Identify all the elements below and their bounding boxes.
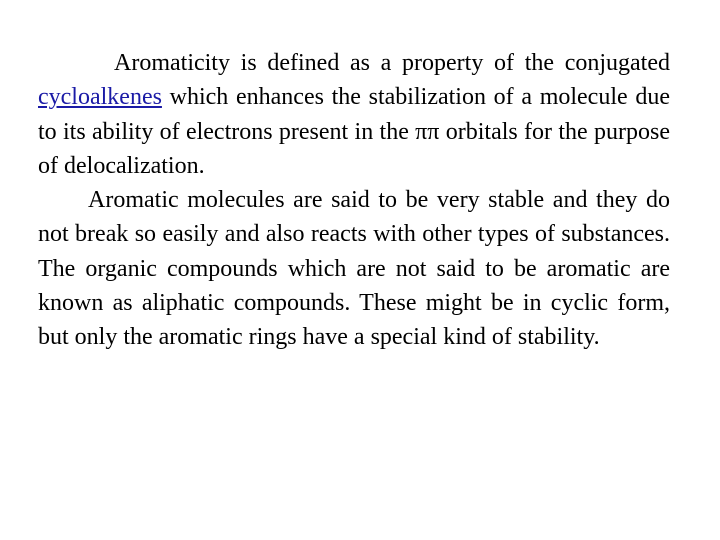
cycloalkenes-link[interactable]: cycloalkenes: [38, 84, 162, 111]
paragraph-aromatic-stability: Aromatic molecules are said to be very stable and they do not break so easily and also reacts with other types of substances. The organic compounds which are not said to be aromatic are known as aliphatic compounds. These might be in cyclic form, but only the aromatic rings have a special kind of stability.: [38, 187, 670, 351]
paragraph1-text-end: which enhances the stabilization of a molecule due to its ability of electrons present in the ππ orbitals for the purpose of delocalization.: [38, 84, 670, 179]
paragraph1-text-start: Aromaticity is defined as a property of the conjugated: [114, 50, 670, 76]
document-body: [38, 46, 670, 355]
paragraph-aromaticity-definition: [38, 46, 670, 183]
